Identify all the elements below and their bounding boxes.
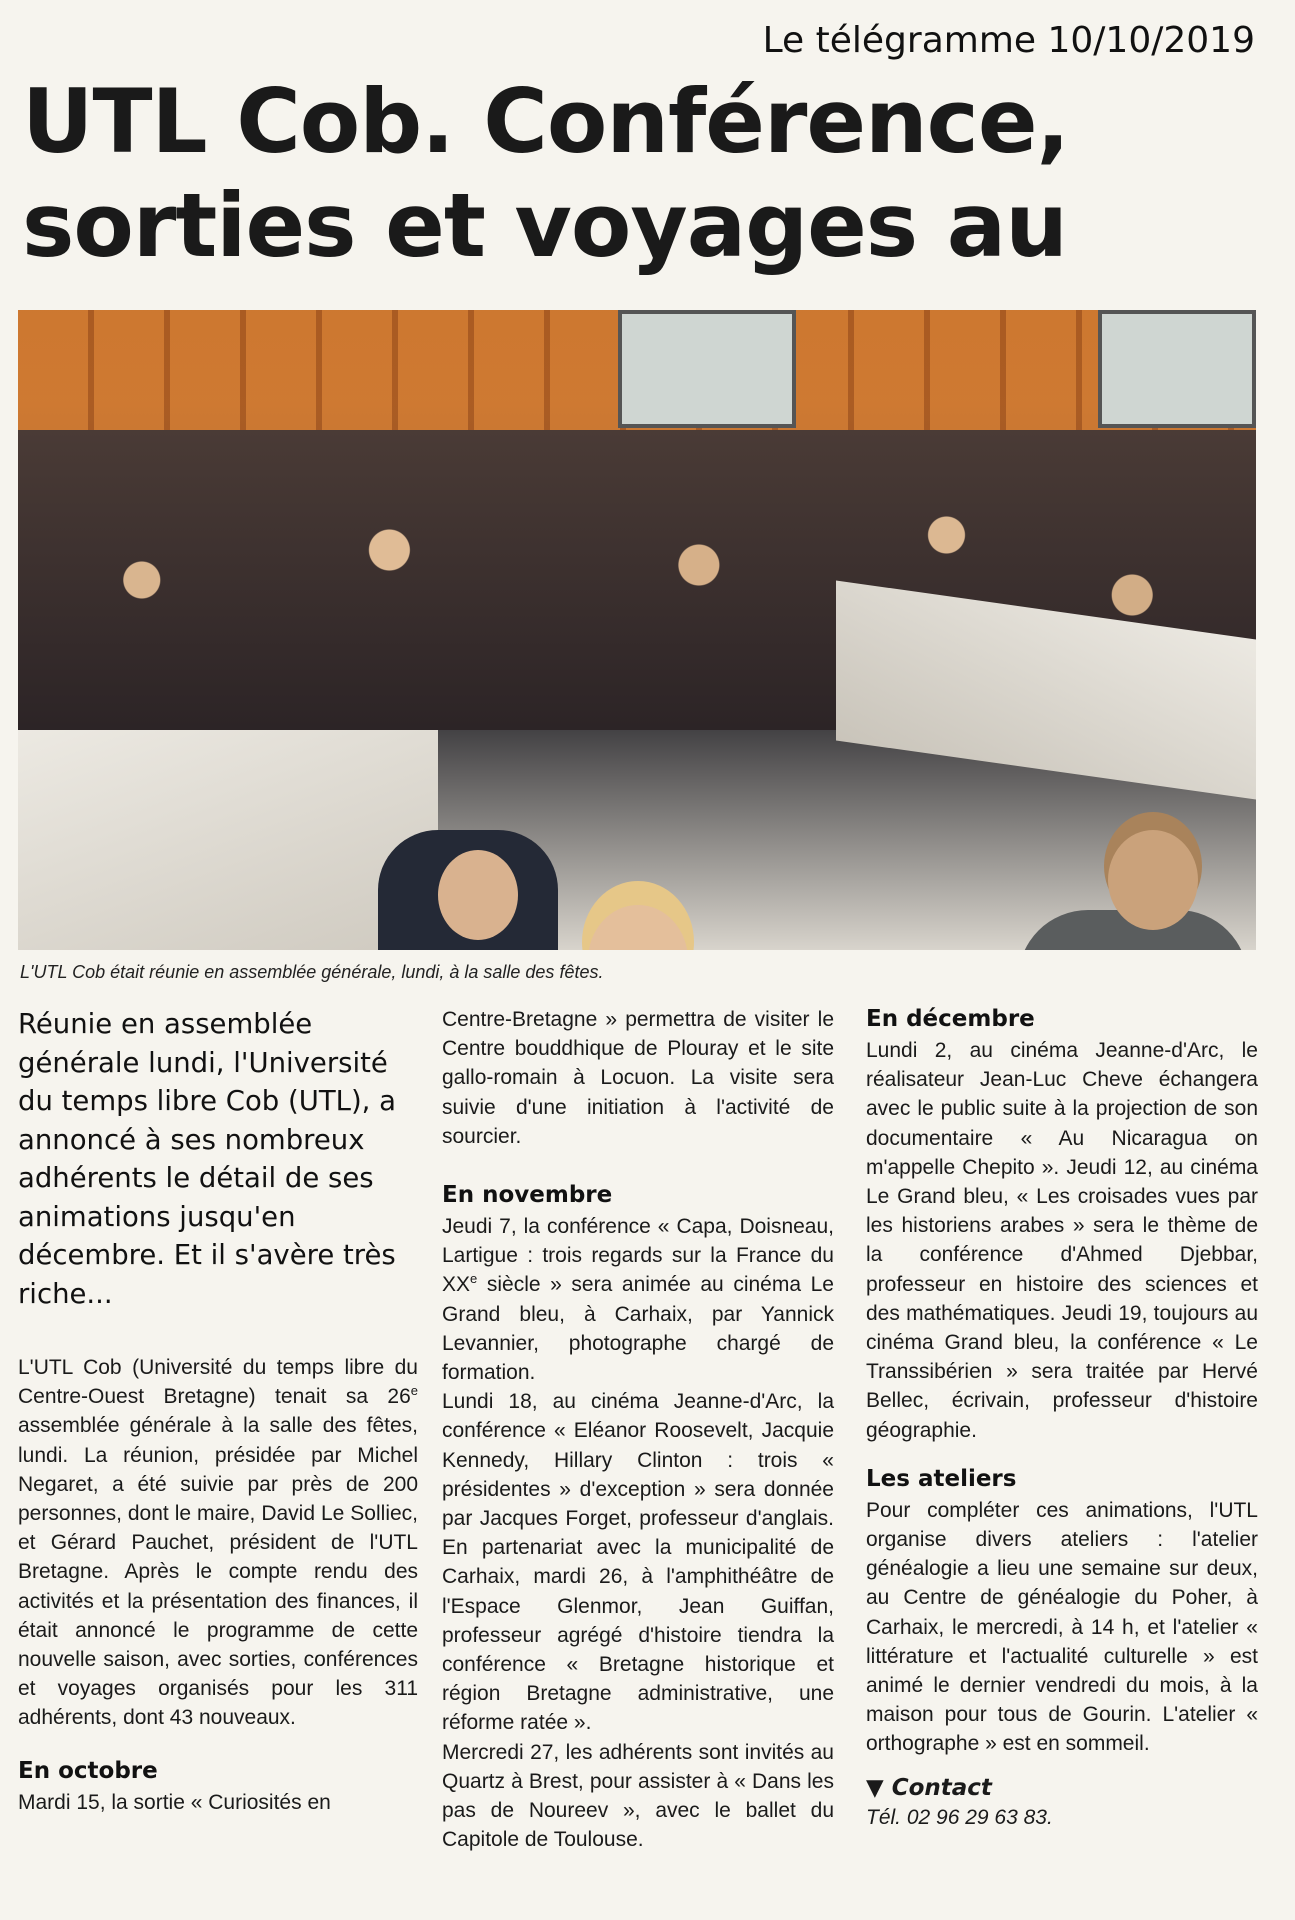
photo-window bbox=[1098, 310, 1256, 428]
photo-head bbox=[588, 905, 688, 950]
subhead-workshops: Les ateliers bbox=[866, 1465, 1017, 1492]
november-p1: Jeudi 7, la conférence « Capa, Doisneau, Lartigue : trois regards sur la France du XXe siècle » sera animée au cinéma Le Grand bleu, à Carhaix, par Yannick Levannier, photographe chargé de formation. bbox=[442, 1215, 834, 1385]
column-2 bbox=[442, 1005, 834, 1854]
column-3 bbox=[866, 1005, 1258, 1832]
november-p2: Lundi 18, au cinéma Jeanne-d'Arc, la conférence « Eléanor Roosevelt, Jacquie Kennedy, Hillary Clinton : trois « présidentes » d'exception » sera donnée par Jacques Forget, professeur d'anglais. En partenariat avec la municipalité de Carhaix, mardi 26, à l'amphithéâtre de l'Espace Glenmor, Jean Guiffan, professeur agrégé d'histoire tiendra la conférence « Bretagne historique et région Bretagne administrative, une réforme ratée ». bbox=[442, 1390, 834, 1735]
article-photo bbox=[18, 310, 1256, 950]
source-line: Le télégramme 10/10/2019 bbox=[762, 20, 1255, 61]
photo-head bbox=[438, 850, 518, 940]
photo-head bbox=[1108, 830, 1198, 930]
october-text-continued: Centre-Bretagne » permettra de visiter le Centre bouddhique de Plouray et le site gallo-romain à Locuon. La visite sera suivie d'une initiation à l'activité de sourcier. bbox=[442, 1008, 834, 1148]
photo-table bbox=[18, 730, 438, 950]
december-text: Lundi 2, au cinéma Jeanne-d'Arc, le réalisateur Jean-Luc Cheve échangera avec le public suite à la projection de son documentaire « Au Nicaragua on m'appelle Chepito ». Jeudi 12, au cinéma Le Grand bleu, « Les croisades vues par les historiens arabes » sera le thème de la conférence d'Ahmed Djebbar, professeur en histoire des sciences et des mathématiques. Jeudi 19, toujours au cinéma Grand bleu, la conférence « Le Transsibérien » sera traitée par Hervé Bellec, écrivain, professeur d'histoire géographie. bbox=[866, 1039, 1258, 1442]
intro-paragraph: L'UTL Cob (Université du temps libre du Centre-Ouest Bretagne) tenait sa 26e assemblée générale à la salle des fêtes, lundi. La réunion, présidée par Michel Negaret, a été suivie par près de 200 personnes, dont le maire, David Le Solliec, et Gérard Pauchet, président de l'UTL Bretagne. Après le compte rendu des activités et la présentation des finances, il était annoncé le programme de cette nouvelle saison, avec sorties, conférences et voyages organisés pour les 311 adhérents, dont 43 nouveaux. bbox=[18, 1356, 418, 1730]
column-1 bbox=[18, 1005, 418, 1817]
november-p3: Mercredi 27, les adhérents sont invités au Quartz à Brest, pour assister à « Dans les pas de Noureev », avec le ballet du Capitole de Toulouse. bbox=[442, 1740, 834, 1852]
workshops-text: Pour compléter ces animations, l'UTL organise divers ateliers : l'atelier généalogie a lieu une semaine sur deux, au Centre de généalogie du Poher, à Carhaix, le mercredi, à 14 h, et l'atelier « littérature et l'actualité culturelle » est animé le dernier vendredi du mois, à la maison pour tous de Gourin. L'atelier « orthographe » est en sommeil. bbox=[866, 1498, 1258, 1756]
photo-window bbox=[618, 310, 796, 428]
subhead-december: En décembre bbox=[866, 1006, 1035, 1032]
chapo: Réunie en assemblée générale lundi, l'Université du temps libre Cob (UTL), a annoncé à ses nombreux adhérents le détail de ses animations jusqu'en décembre. Et il s'avère très riche... bbox=[18, 1008, 397, 1310]
contact-phone: Tél. 02 96 29 63 83. bbox=[866, 1805, 1053, 1829]
photo-caption: L'UTL Cob était réunie en assemblée générale, lundi, à la salle des fêtes. bbox=[20, 962, 604, 982]
october-text-start: Mardi 15, la sortie « Curiosités en bbox=[18, 1790, 331, 1814]
subhead-october: En octobre bbox=[18, 1757, 158, 1784]
contact-heading: ▼ Contact bbox=[866, 1774, 992, 1801]
headline: UTL Cob. Conférence, sorties et voyages au bbox=[22, 70, 1069, 277]
subhead-november: En novembre bbox=[442, 1182, 613, 1209]
